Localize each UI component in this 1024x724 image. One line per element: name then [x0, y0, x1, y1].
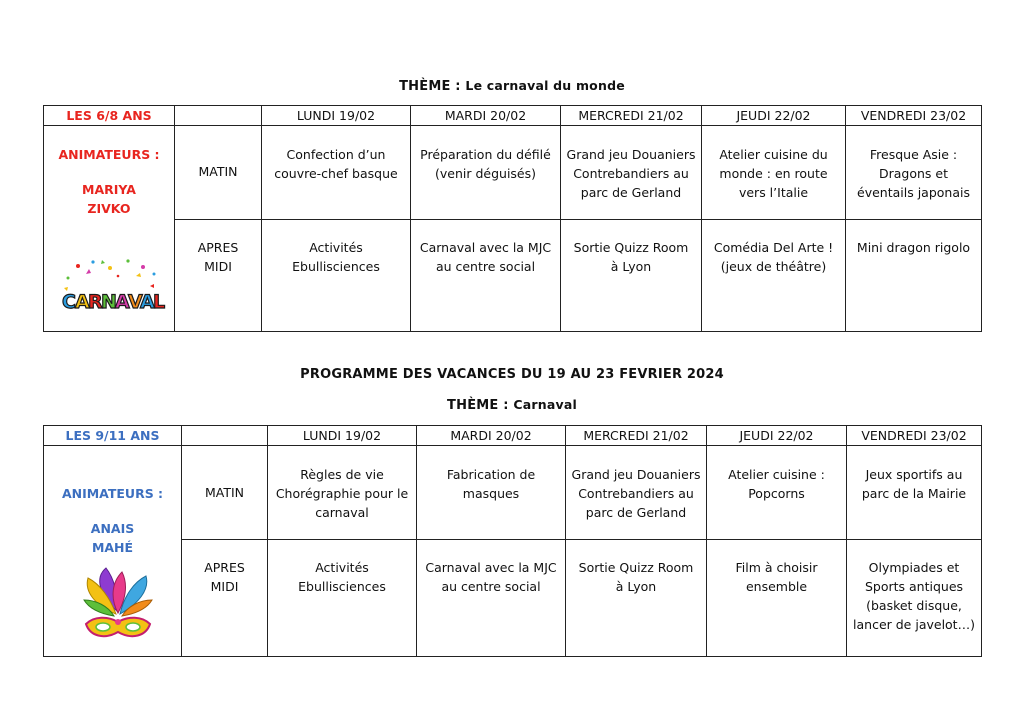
activity-line: Fabrication de [446, 467, 536, 482]
activity-line: Film à choisir [735, 560, 818, 575]
period-cell [182, 446, 268, 540]
activity-line: Confection d’un [286, 147, 386, 162]
carnaval-logo [58, 256, 166, 326]
header-blank [175, 106, 262, 126]
activity-line: au centre social [435, 259, 536, 274]
activity-line: Ebullisciences [292, 259, 380, 274]
activity-line: Jeux sportifs au [865, 467, 963, 482]
period-cell [182, 540, 268, 657]
activity-line: Contrebandiers au [573, 166, 689, 181]
activity-line: (venir déguisés) [434, 166, 537, 181]
age-group-label: LES 9/11 ANS [44, 426, 182, 446]
activity-line: ensemble [745, 579, 808, 594]
activity-line: Grand jeu Douaniers [571, 467, 701, 482]
theme-heading-1 [0, 78, 1024, 94]
activity-line: carnaval [315, 505, 369, 520]
day-header: MERCREDI 21/02 [566, 426, 707, 446]
activity-line: Dragons et [878, 166, 948, 181]
header-blank [182, 426, 268, 446]
animateur-name: ANAIS [90, 521, 135, 536]
activity-line: Popcorns [748, 486, 805, 501]
activity-cell [702, 220, 846, 332]
theme-value: Carnaval [513, 397, 577, 412]
animateurs-names [47, 519, 178, 557]
activity-cell [262, 126, 411, 220]
animateurs-cell [44, 126, 175, 332]
activity-line: couvre-chef basque [274, 166, 398, 181]
schedule-table-9-11 [43, 425, 982, 657]
activity-line: masques [462, 486, 520, 501]
theme-heading-2 [0, 397, 1024, 413]
day-header: MARDI 20/02 [411, 106, 561, 126]
activity-line: éventails japonais [857, 185, 970, 200]
activity-line: Sortie Quizz Room [578, 560, 694, 575]
activity-cell [417, 540, 566, 657]
period-label: APRES [197, 240, 239, 255]
svg-text:V: V [128, 291, 143, 313]
activity-line: Carnaval avec la MJC [419, 240, 552, 255]
period-label: MIDI [210, 579, 239, 594]
day-header: JEUDI 22/02 [702, 106, 846, 126]
carnival-mask-icon [80, 566, 156, 646]
period-label: APRES [204, 560, 245, 575]
theme-value: Le carnaval du monde [465, 78, 625, 93]
activity-cell [561, 126, 702, 220]
age-group-label: LES 6/8 ANS [44, 106, 175, 126]
svg-text:R: R [88, 291, 103, 313]
activity-line: Préparation du défilé [420, 147, 551, 162]
activity-cell [411, 220, 561, 332]
activity-line: Mini dragon rigolo [856, 240, 971, 255]
animateur-name: ZIVKO [87, 201, 131, 216]
activity-line: parc de Gerland [580, 185, 682, 200]
svg-text:A: A [75, 291, 90, 313]
animateurs-cell [44, 446, 182, 657]
activity-cell [268, 446, 417, 540]
day-header: JEUDI 22/02 [707, 426, 847, 446]
day-header: VENDREDI 23/02 [847, 426, 982, 446]
theme-label: THÈME : [447, 398, 509, 413]
activity-line: Sortie Quizz Room [573, 240, 689, 255]
activity-cell [846, 126, 982, 220]
activity-cell [566, 446, 707, 540]
activity-cell [411, 126, 561, 220]
activity-line: au centre social [441, 579, 541, 594]
activity-cell [262, 220, 411, 332]
svg-text:A: A [140, 291, 155, 313]
activity-line: Ebullisciences [298, 579, 386, 594]
theme-label: THÈME : [399, 79, 461, 94]
activity-line: Olympiades et [868, 560, 960, 575]
activity-line: Atelier cuisine du [719, 147, 828, 162]
activity-line: parc de la Mairie [861, 486, 967, 501]
animateur-name: MAHÉ [91, 540, 134, 555]
activity-cell [566, 540, 707, 657]
page-title: PROGRAMME DES VACANCES DU 19 AU 23 FEVRIER 2024 [300, 367, 724, 382]
day-header: MERCREDI 21/02 [561, 106, 702, 126]
activity-line: lancer de javelot…) [853, 617, 975, 632]
schedule-table-6-8 [43, 105, 982, 332]
activity-line: à Lyon [615, 579, 657, 594]
activity-cell [847, 446, 982, 540]
activity-line: Fresque Asie : [869, 147, 958, 162]
day-header: MARDI 20/02 [417, 426, 566, 446]
day-header: LUNDI 19/02 [268, 426, 417, 446]
activity-line: Carnaval avec la MJC [425, 560, 557, 575]
activity-line: Activités [309, 240, 363, 255]
period-cell [175, 220, 262, 332]
animateur-name: MARIYA [82, 182, 136, 197]
activity-cell [847, 540, 982, 657]
activity-line: Grand jeu Douaniers [566, 147, 696, 162]
activity-line: parc de Gerland [585, 505, 687, 520]
activity-cell [707, 446, 847, 540]
period-cell [175, 126, 262, 220]
activity-line: Atelier cuisine : [728, 467, 825, 482]
svg-text:N: N [101, 291, 117, 313]
activity-line: Contrebandiers au [578, 486, 694, 501]
activity-line: Sports antiques [864, 579, 964, 594]
activity-line: Comédia Del Arte ! [713, 240, 834, 255]
activity-line: Activités [315, 560, 369, 575]
period-label: MATIN [204, 485, 245, 500]
activity-cell [707, 540, 847, 657]
activity-cell [561, 220, 702, 332]
activity-line: vers l’Italie [738, 185, 809, 200]
animateurs-names [47, 180, 171, 218]
activity-line: à Lyon [610, 259, 652, 274]
activity-line: (basket disque, [866, 598, 962, 613]
activity-cell [846, 220, 982, 332]
day-header: VENDREDI 23/02 [846, 106, 982, 126]
svg-text:A: A [115, 291, 130, 313]
period-label: MIDI [204, 259, 232, 274]
period-label: MATIN [198, 164, 238, 179]
activity-cell [702, 126, 846, 220]
activity-line: Règles de vie [300, 467, 384, 482]
activity-line: monde : en route [719, 166, 828, 181]
activity-line: Chorégraphie pour le [275, 486, 409, 501]
day-header: LUNDI 19/02 [262, 106, 411, 126]
svg-text:C: C [62, 291, 76, 313]
animateurs-label: ANIMATEURS : [61, 486, 164, 501]
animateurs-label: ANIMATEURS : [58, 147, 160, 162]
activity-cell [417, 446, 566, 540]
svg-text:L: L [153, 291, 166, 313]
activity-cell [268, 540, 417, 657]
activity-line: (jeux de théâtre) [720, 259, 827, 274]
